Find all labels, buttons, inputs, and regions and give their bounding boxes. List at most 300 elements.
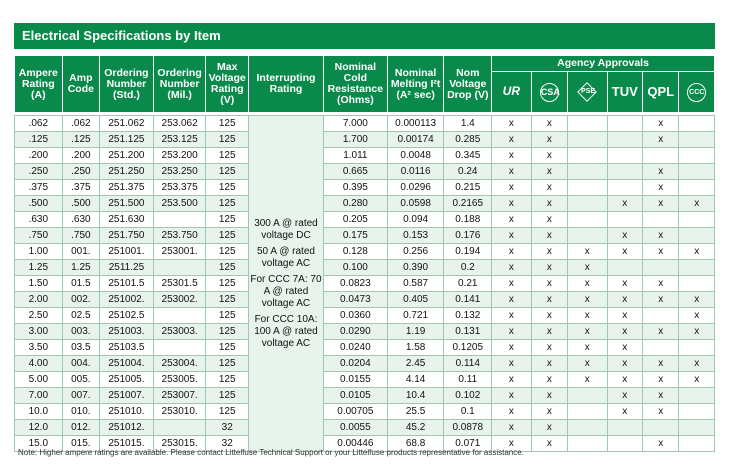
agency-approval-cell [679, 180, 715, 196]
amp-code-cell: 015. [62, 436, 99, 452]
melting-cell: 4.14 [387, 372, 444, 388]
amp-code-cell: .062 [62, 116, 99, 132]
agency-approval-cell: x [492, 340, 532, 356]
agency-approval-cell: x [531, 356, 567, 372]
ampere-rating-cell: 3.50 [15, 340, 63, 356]
amp-code-cell: 012. [62, 420, 99, 436]
agency-approval-cell: x [607, 388, 642, 404]
agency-approval-cell: x [607, 324, 642, 340]
agency-approval-cell: x [531, 372, 567, 388]
cold-resistance-cell: 0.0155 [323, 372, 387, 388]
ur-icon: UR [492, 72, 532, 113]
agency-approval-cell: x [531, 308, 567, 324]
ordering-std-cell: 251.630 [100, 212, 154, 228]
agency-approval-cell: x [643, 276, 679, 292]
agency-approval-cell: x [568, 372, 608, 388]
spec-table [14, 55, 715, 452]
ampere-rating-cell: 7.00 [15, 388, 63, 404]
max-voltage-cell: 125 [206, 308, 249, 324]
table-row [15, 372, 715, 388]
agency-approval-cell [643, 148, 679, 164]
header-ordering-std: Ordering Number (Std.) [100, 56, 154, 113]
amp-code-cell: .750 [62, 228, 99, 244]
cold-resistance-cell: 0.00446 [323, 436, 387, 452]
agency-approval-cell [568, 404, 608, 420]
agency-approval-cell: x [679, 292, 715, 308]
ccc-icon: CCC [679, 72, 715, 113]
agency-approval-cell [679, 116, 715, 132]
header-melting: Nominal Melting I²t (A² sec) [387, 56, 444, 113]
ordering-mil-cell [153, 212, 206, 228]
agency-approval-cell [568, 228, 608, 244]
agency-approval-cell: x [607, 308, 642, 324]
agency-approval-cell: x [607, 228, 642, 244]
ordering-mil-cell: 253015. [153, 436, 206, 452]
ampere-rating-cell: 4.00 [15, 356, 63, 372]
ordering-std-cell: 25102.5 [100, 308, 154, 324]
amp-code-cell: 005. [62, 372, 99, 388]
ampere-rating-cell: .200 [15, 148, 63, 164]
cold-resistance-cell: 0.0105 [323, 388, 387, 404]
table-row [15, 244, 715, 260]
agency-approval-cell [679, 420, 715, 436]
table-row [15, 116, 715, 132]
agency-approval-cell: x [607, 340, 642, 356]
agency-approval-cell: x [531, 324, 567, 340]
agency-approval-cell: x [679, 324, 715, 340]
agency-approval-cell: x [492, 292, 532, 308]
agency-approval-cell [607, 260, 642, 276]
max-voltage-cell: 125 [206, 260, 249, 276]
melting-cell: 0.0116 [387, 164, 444, 180]
title-bar [14, 23, 715, 49]
ampere-rating-cell: .750 [15, 228, 63, 244]
amp-code-cell: 007. [62, 388, 99, 404]
voltage-drop-cell: 0.176 [444, 228, 492, 244]
ordering-std-cell: 251007. [100, 388, 154, 404]
ordering-mil-cell: 253003. [153, 324, 206, 340]
agency-approval-cell [568, 180, 608, 196]
agency-approval-cell [679, 404, 715, 420]
ordering-std-cell: 251002. [100, 292, 154, 308]
agency-approval-cell [679, 228, 715, 244]
ampere-rating-cell: .500 [15, 196, 63, 212]
ordering-mil-cell [153, 260, 206, 276]
ampere-rating-cell: .630 [15, 212, 63, 228]
ampere-rating-cell: 1.00 [15, 244, 63, 260]
table-row [15, 196, 715, 212]
melting-cell: 68.8 [387, 436, 444, 452]
header-amp-code: Amp Code [62, 56, 99, 113]
agency-approval-cell: x [568, 244, 608, 260]
agency-approval-cell: x [492, 404, 532, 420]
agency-approval-cell: x [531, 340, 567, 356]
ampere-rating-cell: 5.00 [15, 372, 63, 388]
table-row [15, 180, 715, 196]
melting-cell: 0.00174 [387, 132, 444, 148]
footnote: Note: Higher ampere ratings are available. Please contact Littelfuse Technical Support or your Littelfuse products representative for assistance. [18, 448, 524, 457]
table-row [15, 340, 715, 356]
agency-approval-cell [679, 388, 715, 404]
header-ordering-mil: Ordering Number (Mil.) [153, 56, 206, 113]
ampere-rating-cell: .375 [15, 180, 63, 196]
voltage-drop-cell: 0.21 [444, 276, 492, 292]
agency-approval-cell: x [531, 148, 567, 164]
agency-approval-cell [607, 164, 642, 180]
header-max-voltage: Max Voltage Rating (V) [206, 56, 249, 113]
agency-approval-cell: x [568, 260, 608, 276]
agency-approval-cell [679, 260, 715, 276]
agency-approval-cell: x [643, 228, 679, 244]
agency-approval-cell: x [607, 244, 642, 260]
ordering-mil-cell: 253.062 [153, 116, 206, 132]
amp-code-cell: 03.5 [62, 340, 99, 356]
amp-code-cell: 003. [62, 324, 99, 340]
agency-approval-cell: x [531, 292, 567, 308]
cold-resistance-cell: 0.0055 [323, 420, 387, 436]
melting-cell: 0.587 [387, 276, 444, 292]
agency-approval-cell [568, 212, 608, 228]
max-voltage-cell: 32 [206, 436, 249, 452]
agency-approval-cell: x [679, 244, 715, 260]
agency-approval-cell: x [643, 132, 679, 148]
table-row [15, 308, 715, 324]
ampere-rating-cell: 3.00 [15, 324, 63, 340]
voltage-drop-cell: 1.4 [444, 116, 492, 132]
agency-approval-cell: x [607, 292, 642, 308]
ampere-rating-cell: 2.00 [15, 292, 63, 308]
voltage-drop-cell: 0.2 [444, 260, 492, 276]
max-voltage-cell: 125 [206, 292, 249, 308]
header-ampere-rating: Ampere Rating (A) [15, 56, 63, 113]
interrupting-rating-cell [248, 116, 323, 452]
agency-approval-cell: x [607, 196, 642, 212]
interrupting-rating-text: For CCC 10A: 100 A @ rated voltage AC [254, 313, 318, 349]
agency-approval-cell: x [643, 324, 679, 340]
max-voltage-cell: 125 [206, 372, 249, 388]
max-voltage-cell: 125 [206, 388, 249, 404]
cold-resistance-cell: 0.205 [323, 212, 387, 228]
cold-resistance-cell: 0.0473 [323, 292, 387, 308]
agency-approval-cell [607, 212, 642, 228]
agency-approval-cell [679, 436, 715, 452]
cold-resistance-cell: 0.0360 [323, 308, 387, 324]
melting-cell: 0.0598 [387, 196, 444, 212]
agency-approval-cell: x [531, 196, 567, 212]
ordering-std-cell: 251010. [100, 404, 154, 420]
agency-approval-cell [568, 116, 608, 132]
ordering-std-cell: 251005. [100, 372, 154, 388]
melting-cell: 0.0296 [387, 180, 444, 196]
agency-approval-cell [568, 436, 608, 452]
max-voltage-cell: 125 [206, 116, 249, 132]
ordering-std-cell: 251001. [100, 244, 154, 260]
voltage-drop-cell: 0.132 [444, 308, 492, 324]
cold-resistance-cell: 0.0240 [323, 340, 387, 356]
table-row [15, 260, 715, 276]
cold-resistance-cell: 7.000 [323, 116, 387, 132]
agency-approval-cell [607, 116, 642, 132]
agency-approval-cell: x [531, 212, 567, 228]
voltage-drop-cell: 0.131 [444, 324, 492, 340]
agency-approval-cell: x [531, 388, 567, 404]
agency-approval-cell [643, 308, 679, 324]
ordering-std-cell: 251.500 [100, 196, 154, 212]
interrupting-rating-text: 50 A @ rated voltage AC [256, 245, 315, 269]
csa-icon: CSA [531, 72, 567, 113]
agency-approval-cell: x [568, 308, 608, 324]
agency-approval-cell: x [492, 116, 532, 132]
voltage-drop-cell: 0.188 [444, 212, 492, 228]
agency-approval-cell: x [531, 116, 567, 132]
melting-cell: 0.153 [387, 228, 444, 244]
voltage-drop-cell: 0.24 [444, 164, 492, 180]
amp-code-cell: 01.5 [62, 276, 99, 292]
amp-code-cell: .125 [62, 132, 99, 148]
header-interrupting: Interrupting Rating [248, 56, 323, 113]
agency-approval-cell: x [643, 244, 679, 260]
ordering-mil-cell: 253010. [153, 404, 206, 420]
table-row [15, 132, 715, 148]
agency-approval-cell [568, 164, 608, 180]
table-row [15, 324, 715, 340]
agency-approval-cell: x [531, 276, 567, 292]
agency-approval-cell: x [492, 196, 532, 212]
agency-approval-cell [679, 148, 715, 164]
cold-resistance-cell: 0.665 [323, 164, 387, 180]
amp-code-cell: .375 [62, 180, 99, 196]
agency-approval-cell: x [607, 372, 642, 388]
agency-approval-cell: x [492, 388, 532, 404]
ordering-mil-cell: 25301.5 [153, 276, 206, 292]
agency-approval-cell [607, 132, 642, 148]
cold-resistance-cell: 0.280 [323, 196, 387, 212]
voltage-drop-cell: 0.0878 [444, 420, 492, 436]
max-voltage-cell: 32 [206, 420, 249, 436]
cold-resistance-cell: 0.0823 [323, 276, 387, 292]
melting-cell: 25.5 [387, 404, 444, 420]
ampere-rating-cell: .062 [15, 116, 63, 132]
table-row [15, 404, 715, 420]
amp-code-cell: 02.5 [62, 308, 99, 324]
cold-resistance-cell: 0.00705 [323, 404, 387, 420]
ordering-std-cell: 251004. [100, 356, 154, 372]
agency-approval-cell: x [492, 356, 532, 372]
agency-approval-cell [607, 420, 642, 436]
voltage-drop-cell: 0.2165 [444, 196, 492, 212]
agency-approval-cell [679, 340, 715, 356]
agency-approval-cell [568, 196, 608, 212]
melting-cell: 1.58 [387, 340, 444, 356]
amp-code-cell: .200 [62, 148, 99, 164]
ordering-mil-cell: 253.375 [153, 180, 206, 196]
agency-approval-cell [679, 212, 715, 228]
cold-resistance-cell: 1.011 [323, 148, 387, 164]
table-row [15, 164, 715, 180]
max-voltage-cell: 125 [206, 356, 249, 372]
ordering-mil-cell: 253007. [153, 388, 206, 404]
max-voltage-cell: 125 [206, 244, 249, 260]
agency-approval-cell: x [492, 244, 532, 260]
ordering-std-cell: 251.250 [100, 164, 154, 180]
ordering-std-cell: 251.750 [100, 228, 154, 244]
ordering-std-cell: 251.200 [100, 148, 154, 164]
agency-approval-cell: x [643, 404, 679, 420]
agency-approval-cell: x [492, 308, 532, 324]
agency-approval-cell: x [492, 276, 532, 292]
agency-approval-cell [643, 260, 679, 276]
voltage-drop-cell: 0.1 [444, 404, 492, 420]
agency-approval-cell: x [531, 260, 567, 276]
agency-approval-cell: x [643, 180, 679, 196]
max-voltage-cell: 125 [206, 228, 249, 244]
voltage-drop-cell: 0.114 [444, 356, 492, 372]
agency-approval-cell [568, 148, 608, 164]
qpl-icon: QPL [643, 72, 679, 113]
agency-approval-cell: x [643, 356, 679, 372]
agency-approval-cell: x [531, 180, 567, 196]
agency-approval-cell: x [492, 180, 532, 196]
table-row [15, 420, 715, 436]
voltage-drop-cell: 0.1205 [444, 340, 492, 356]
ampere-rating-cell: 1.25 [15, 260, 63, 276]
agency-approval-cell: x [492, 324, 532, 340]
agency-approval-cell [607, 436, 642, 452]
agency-approval-cell [643, 420, 679, 436]
agency-approval-cell: x [531, 436, 567, 452]
agency-approval-cell: x [492, 260, 532, 276]
agency-approval-cell: x [568, 276, 608, 292]
melting-cell: 0.094 [387, 212, 444, 228]
voltage-drop-cell: 0.141 [444, 292, 492, 308]
table-row [15, 292, 715, 308]
ordering-std-cell: 251012. [100, 420, 154, 436]
ordering-std-cell: 25103.5 [100, 340, 154, 356]
agency-approval-cell: x [492, 372, 532, 388]
agency-approval-cell [568, 420, 608, 436]
voltage-drop-cell: 0.102 [444, 388, 492, 404]
agency-approval-cell: x [643, 196, 679, 212]
voltage-drop-cell: 0.215 [444, 180, 492, 196]
agency-approval-cell [643, 340, 679, 356]
table-row [15, 276, 715, 292]
melting-cell: 2.45 [387, 356, 444, 372]
ordering-mil-cell: 253.750 [153, 228, 206, 244]
ampere-rating-cell: 1.50 [15, 276, 63, 292]
ordering-std-cell: 251.375 [100, 180, 154, 196]
agency-approval-cell: x [492, 420, 532, 436]
max-voltage-cell: 125 [206, 132, 249, 148]
ordering-std-cell: 251015. [100, 436, 154, 452]
agency-approval-cell [607, 180, 642, 196]
agency-approval-cell [679, 132, 715, 148]
agency-approval-cell: x [568, 324, 608, 340]
page-title: Electrical Specifications by Item [22, 28, 221, 43]
ordering-mil-cell: 253.200 [153, 148, 206, 164]
agency-approval-cell [679, 276, 715, 292]
agency-approval-cell: x [643, 436, 679, 452]
max-voltage-cell: 125 [206, 196, 249, 212]
agency-approval-cell: x [607, 276, 642, 292]
ampere-rating-cell: 10.0 [15, 404, 63, 420]
ordering-mil-cell: 253002. [153, 292, 206, 308]
agency-approval-cell: x [643, 372, 679, 388]
agency-approval-cell: x [531, 228, 567, 244]
agency-approval-cell [679, 164, 715, 180]
ordering-mil-cell: 253.250 [153, 164, 206, 180]
cold-resistance-cell: 0.395 [323, 180, 387, 196]
agency-approval-cell: x [492, 132, 532, 148]
amp-code-cell: .250 [62, 164, 99, 180]
ordering-mil-cell [153, 340, 206, 356]
melting-cell: 0.0048 [387, 148, 444, 164]
voltage-drop-cell: 0.285 [444, 132, 492, 148]
agency-approval-cell: x [679, 308, 715, 324]
voltage-drop-cell: 0.071 [444, 436, 492, 452]
agency-approval-cell [568, 132, 608, 148]
ordering-std-cell: 251003. [100, 324, 154, 340]
max-voltage-cell: 125 [206, 180, 249, 196]
table-row [15, 228, 715, 244]
interrupting-rating-text: 300 A @ rated voltage DC [254, 217, 318, 241]
ordering-mil-cell: 253001. [153, 244, 206, 260]
agency-approval-cell: x [568, 340, 608, 356]
melting-cell: 45.2 [387, 420, 444, 436]
cold-resistance-cell: 0.0204 [323, 356, 387, 372]
agency-approval-cell: x [568, 292, 608, 308]
ordering-mil-cell: 253.500 [153, 196, 206, 212]
max-voltage-cell: 125 [206, 212, 249, 228]
agency-approval-cell: x [679, 372, 715, 388]
agency-approval-cell [643, 212, 679, 228]
agency-approval-cell: x [492, 228, 532, 244]
agency-approval-cell: x [679, 356, 715, 372]
amp-code-cell: 002. [62, 292, 99, 308]
agency-approval-cell: x [531, 420, 567, 436]
agency-approval-cell: x [492, 164, 532, 180]
interrupting-rating-text: For CCC 7A: 70 A @ rated voltage AC [250, 273, 322, 309]
amp-code-cell: 004. [62, 356, 99, 372]
melting-cell: 0.721 [387, 308, 444, 324]
cold-resistance-cell: 0.128 [323, 244, 387, 260]
max-voltage-cell: 125 [206, 340, 249, 356]
header-cold-resistance: Nominal Cold Resistance (Ohms) [323, 56, 387, 113]
melting-cell: 0.390 [387, 260, 444, 276]
ordering-mil-cell [153, 420, 206, 436]
agency-approval-cell [607, 148, 642, 164]
ampere-rating-cell: 15.0 [15, 436, 63, 452]
agency-approval-cell: x [492, 436, 532, 452]
melting-cell: 10.4 [387, 388, 444, 404]
agency-approval-cell: x [531, 404, 567, 420]
agency-approval-cell: x [643, 292, 679, 308]
max-voltage-cell: 125 [206, 164, 249, 180]
voltage-drop-cell: 0.345 [444, 148, 492, 164]
max-voltage-cell: 125 [206, 148, 249, 164]
melting-cell: 1.19 [387, 324, 444, 340]
ordering-mil-cell [153, 308, 206, 324]
amp-code-cell: .630 [62, 212, 99, 228]
pse-icon: PSE [568, 72, 608, 113]
ordering-mil-cell: 253.125 [153, 132, 206, 148]
ordering-mil-cell: 253004. [153, 356, 206, 372]
cold-resistance-cell: 0.0290 [323, 324, 387, 340]
agency-approval-cell: x [531, 164, 567, 180]
agency-approval-cell: x [643, 388, 679, 404]
amp-code-cell: 1.25 [62, 260, 99, 276]
melting-cell: 0.256 [387, 244, 444, 260]
tuv-icon: TUV [607, 72, 642, 113]
